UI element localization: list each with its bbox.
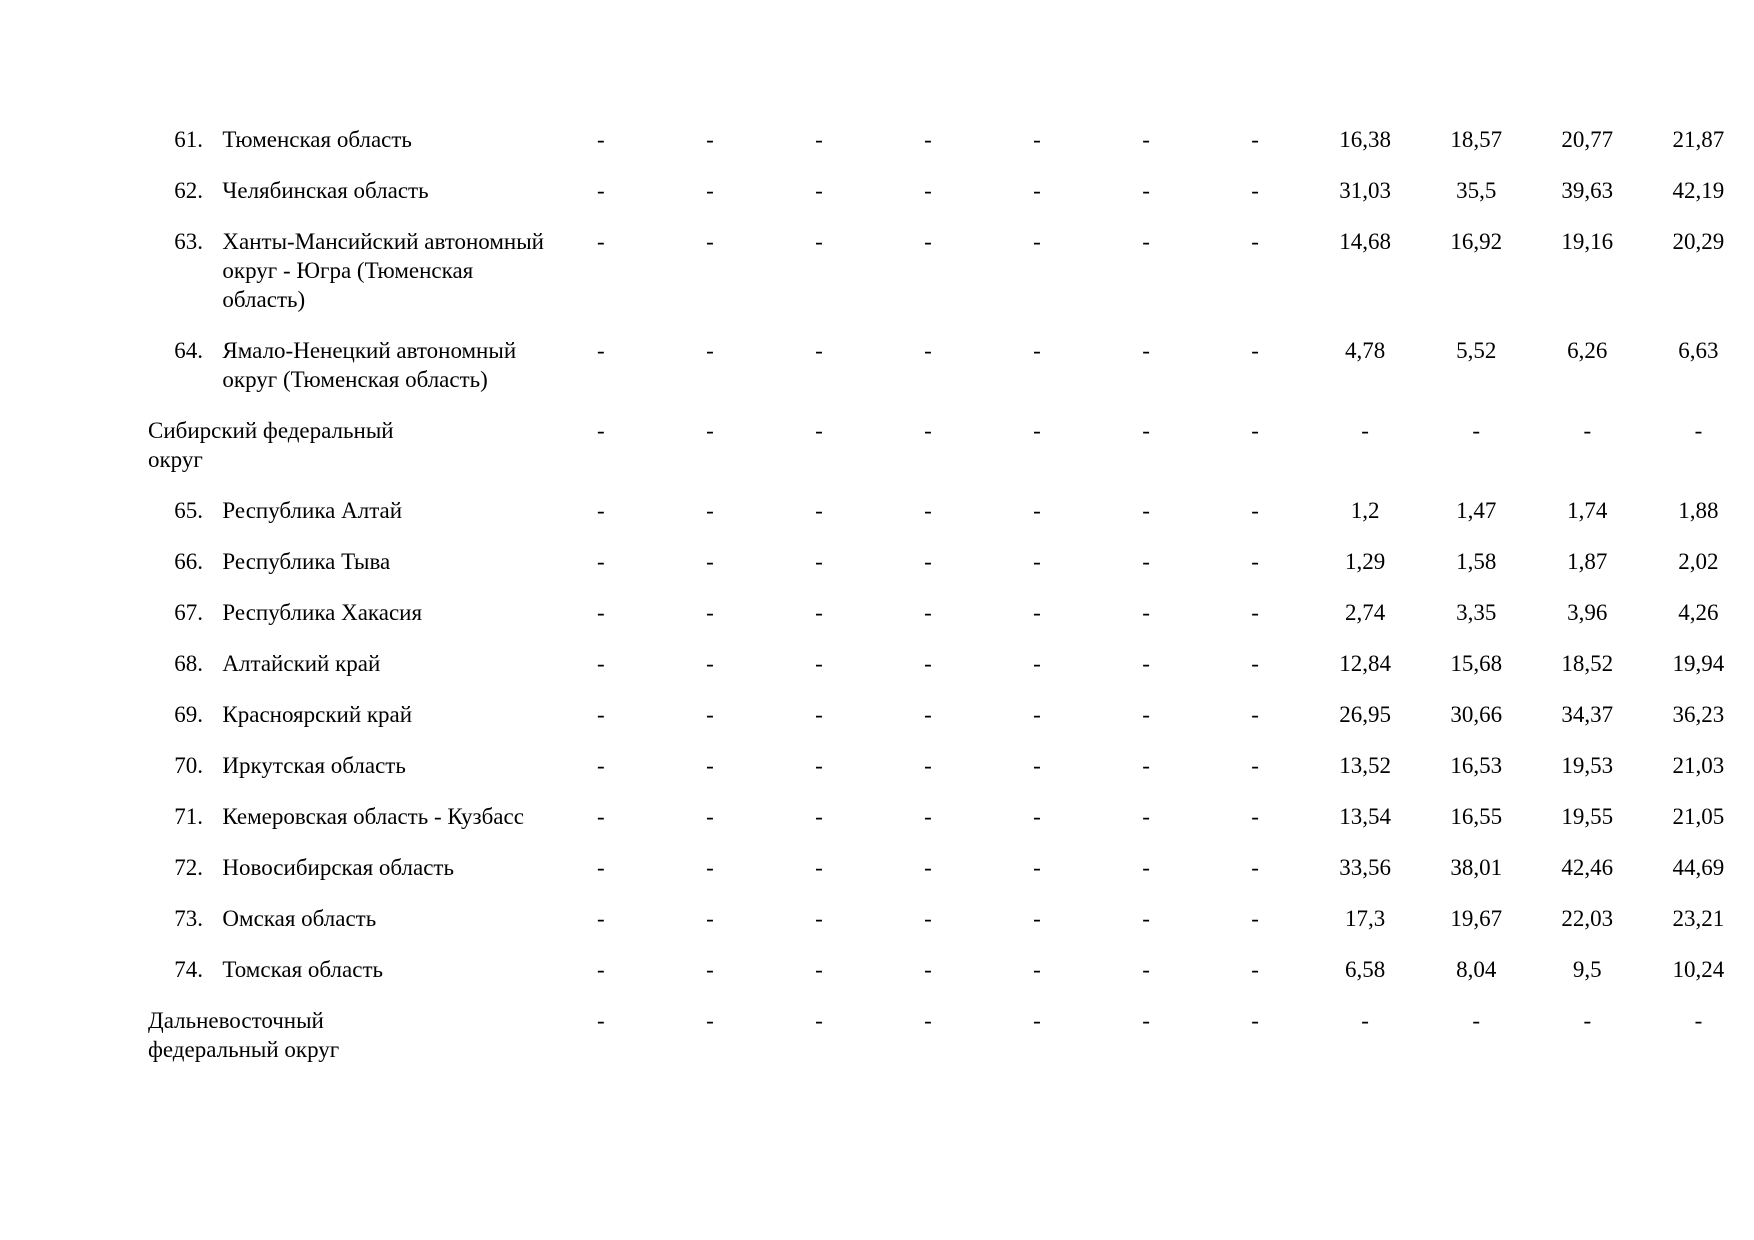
district-name: Сибирский федеральный округ (148, 418, 394, 472)
value-cell: - (1251, 1008, 1259, 1033)
value-cell: - (1251, 178, 1259, 203)
value-cell: - (924, 549, 932, 574)
value-cell: 26,95 (1339, 702, 1391, 727)
region-data-table (148, 125, 1754, 1086)
value-cell: 19,16 (1561, 229, 1614, 254)
value-cell: 20,29 (1672, 229, 1725, 254)
value-cell: 13,54 (1339, 804, 1391, 829)
region-name: Республика Хакасия (222, 600, 423, 625)
value-cell: 30,66 (1450, 702, 1503, 727)
value-cell: - (706, 418, 714, 443)
value-cell: - (1033, 702, 1041, 727)
value-cell: - (1033, 338, 1041, 363)
value-cell: - (706, 127, 714, 152)
value-cell: - (1694, 1008, 1703, 1033)
value-cell: - (1033, 549, 1041, 574)
value-cell: - (706, 855, 714, 880)
value-cell: - (1251, 338, 1259, 363)
district-row (148, 1006, 1754, 1086)
region-name: Республика Тыва (222, 549, 391, 574)
value-cell: - (597, 957, 605, 982)
value-cell: - (706, 549, 714, 574)
value-cell: - (1251, 229, 1259, 254)
value-cell: - (1583, 1008, 1592, 1033)
value-cell: - (924, 229, 932, 254)
value-cell: 35,5 (1456, 178, 1497, 203)
district-row (148, 416, 1754, 496)
table-row (148, 598, 1754, 649)
value-cell: 16,55 (1450, 804, 1503, 829)
value-cell: 1,2 (1350, 498, 1380, 523)
value-cell: 31,03 (1339, 178, 1391, 203)
value-cell: 38,01 (1450, 855, 1503, 880)
value-cell: 6,58 (1344, 957, 1386, 982)
value-cell: - (597, 651, 605, 676)
value-cell: 5,52 (1456, 338, 1497, 363)
value-cell: - (924, 418, 932, 443)
value-cell: - (1142, 804, 1150, 829)
row-number: 74. (174, 957, 203, 982)
value-cell: - (1033, 498, 1041, 523)
row-number: 73. (174, 906, 203, 931)
value-cell: - (597, 498, 605, 523)
value-cell: 19,55 (1561, 804, 1614, 829)
value-cell: 6,63 (1678, 338, 1719, 363)
value-cell: - (815, 600, 823, 625)
row-number: 71. (174, 804, 203, 829)
value-cell: 2,74 (1344, 600, 1386, 625)
value-cell: 18,57 (1450, 127, 1503, 152)
region-name: Тюменская область (222, 127, 412, 152)
value-cell: - (706, 804, 714, 829)
value-cell: - (706, 1008, 714, 1033)
value-cell: - (1033, 957, 1041, 982)
region-name: Алтайский край (222, 651, 381, 676)
value-cell: - (815, 906, 823, 931)
row-number: 69. (174, 702, 203, 727)
value-cell: 23,21 (1672, 906, 1725, 931)
value-cell: 3,96 (1567, 600, 1608, 625)
value-cell: 9,5 (1572, 957, 1602, 982)
value-cell: - (1251, 957, 1259, 982)
value-cell: 8,04 (1456, 957, 1497, 982)
table-body (148, 125, 1754, 1086)
value-cell: - (815, 338, 823, 363)
value-cell: - (1472, 418, 1481, 443)
value-cell: - (1033, 804, 1041, 829)
value-cell: 16,53 (1450, 753, 1503, 778)
value-cell: 18,52 (1561, 651, 1614, 676)
value-cell: 13,52 (1339, 753, 1391, 778)
value-cell: - (815, 651, 823, 676)
value-cell: 10,24 (1672, 957, 1725, 982)
value-cell: - (815, 229, 823, 254)
value-cell: - (924, 906, 932, 931)
value-cell: - (597, 855, 605, 880)
value-cell: - (1142, 178, 1150, 203)
value-cell: 4,26 (1678, 600, 1719, 625)
region-name: Кемеровская область - Кузбасс (222, 804, 524, 829)
region-name: Красноярский край (222, 702, 413, 727)
value-cell: - (706, 651, 714, 676)
value-cell: - (1033, 651, 1041, 676)
value-cell: 39,63 (1561, 178, 1614, 203)
value-cell: - (1142, 549, 1150, 574)
value-cell: - (1361, 1008, 1369, 1033)
region-name: Челябинская область (222, 178, 429, 203)
value-cell: 15,68 (1450, 651, 1503, 676)
value-cell: - (1142, 127, 1150, 152)
value-cell: - (924, 127, 932, 152)
value-cell: - (924, 600, 932, 625)
value-cell: - (597, 1008, 605, 1033)
value-cell: 1,47 (1456, 498, 1497, 523)
row-number: 64. (174, 338, 203, 363)
value-cell: - (1251, 418, 1259, 443)
value-cell: 16,92 (1450, 229, 1503, 254)
value-cell: - (1251, 600, 1259, 625)
table-row (148, 336, 1754, 416)
value-cell: - (1142, 338, 1150, 363)
value-cell: - (924, 1008, 932, 1033)
value-cell: - (815, 855, 823, 880)
value-cell: 1,29 (1344, 549, 1386, 574)
value-cell: - (597, 338, 605, 363)
value-cell: - (1583, 418, 1592, 443)
row-number: 66. (174, 549, 203, 574)
value-cell: - (597, 804, 605, 829)
value-cell: 1,87 (1567, 549, 1608, 574)
value-cell: 17,3 (1344, 906, 1386, 931)
region-name: Томская область (222, 957, 383, 982)
value-cell: - (924, 498, 932, 523)
value-cell: - (924, 804, 932, 829)
table-row (148, 955, 1754, 1006)
value-cell: - (1142, 957, 1150, 982)
value-cell: - (706, 178, 714, 203)
value-cell: - (924, 702, 932, 727)
row-number: 65. (174, 498, 203, 523)
value-cell: - (1251, 127, 1259, 152)
row-number: 72. (174, 855, 203, 880)
value-cell: - (815, 498, 823, 523)
value-cell: - (597, 549, 605, 574)
value-cell: - (1033, 418, 1041, 443)
value-cell: - (815, 549, 823, 574)
value-cell: - (1472, 1008, 1481, 1033)
region-name: Республика Алтай (222, 498, 403, 523)
value-cell: - (1033, 1008, 1041, 1033)
row-number: 63. (174, 229, 203, 254)
value-cell: 21,87 (1672, 127, 1725, 152)
value-cell: 33,56 (1339, 855, 1391, 880)
row-number: 61. (174, 127, 203, 152)
value-cell: - (597, 600, 605, 625)
table-row (148, 853, 1754, 904)
value-cell: 3,35 (1456, 600, 1497, 625)
table-row (148, 904, 1754, 955)
region-name: Иркутская область (222, 753, 406, 778)
row-number: 68. (174, 651, 203, 676)
row-number: 67. (174, 600, 203, 625)
value-cell: 36,23 (1672, 702, 1725, 727)
value-cell: 1,88 (1678, 498, 1719, 523)
value-cell: 2,02 (1678, 549, 1719, 574)
value-cell: - (1142, 702, 1150, 727)
value-cell: 19,94 (1672, 651, 1725, 676)
value-cell: - (706, 906, 714, 931)
value-cell: - (1694, 418, 1703, 443)
table-row (148, 496, 1754, 547)
value-cell: - (1142, 1008, 1150, 1033)
value-cell: 6,26 (1567, 338, 1608, 363)
value-cell: 21,03 (1672, 753, 1725, 778)
table-row (148, 751, 1754, 802)
value-cell: - (815, 702, 823, 727)
value-cell: - (1251, 804, 1259, 829)
value-cell: - (1142, 651, 1150, 676)
value-cell: - (1142, 229, 1150, 254)
value-cell: - (815, 804, 823, 829)
value-cell: - (597, 418, 605, 443)
value-cell: 34,37 (1561, 702, 1614, 727)
value-cell: - (706, 498, 714, 523)
value-cell: - (1251, 906, 1259, 931)
value-cell: - (1033, 600, 1041, 625)
value-cell: - (924, 957, 932, 982)
value-cell: - (706, 600, 714, 625)
district-name: Дальневосточный федеральный округ (148, 1008, 340, 1062)
value-cell: - (1251, 753, 1259, 778)
value-cell: - (597, 906, 605, 931)
value-cell: - (1361, 418, 1369, 443)
value-cell: - (706, 229, 714, 254)
value-cell: - (1033, 906, 1041, 931)
value-cell: - (597, 753, 605, 778)
value-cell: - (1251, 651, 1259, 676)
value-cell: - (1033, 127, 1041, 152)
value-cell: - (706, 338, 714, 363)
value-cell: 42,19 (1672, 178, 1725, 203)
value-cell: - (1142, 418, 1150, 443)
value-cell: - (1142, 753, 1150, 778)
value-cell: - (1033, 178, 1041, 203)
value-cell: - (924, 855, 932, 880)
table-row (148, 125, 1754, 176)
value-cell: 19,67 (1450, 906, 1503, 931)
table-row (148, 649, 1754, 700)
value-cell: - (1251, 702, 1259, 727)
value-cell: - (815, 1008, 823, 1033)
value-cell: 22,03 (1561, 906, 1614, 931)
value-cell: - (815, 127, 823, 152)
value-cell: - (1033, 229, 1041, 254)
value-cell: - (815, 753, 823, 778)
value-cell: - (1251, 498, 1259, 523)
value-cell: - (924, 338, 932, 363)
value-cell: - (706, 753, 714, 778)
value-cell: 12,84 (1339, 651, 1391, 676)
value-cell: - (1142, 906, 1150, 931)
value-cell: - (924, 178, 932, 203)
value-cell: 1,58 (1456, 549, 1497, 574)
table-row (148, 700, 1754, 751)
value-cell: - (597, 178, 605, 203)
value-cell: 14,68 (1339, 229, 1391, 254)
region-name: Ханты-Мансийский автономный округ - Югра (Тюменская область) (222, 229, 544, 312)
value-cell: 20,77 (1561, 127, 1614, 152)
value-cell: 42,46 (1561, 855, 1614, 880)
value-cell: - (924, 753, 932, 778)
value-cell: - (1142, 498, 1150, 523)
value-cell: - (1142, 600, 1150, 625)
value-cell: - (924, 651, 932, 676)
region-name: Новосибирская область (222, 855, 454, 880)
value-cell: 21,05 (1672, 804, 1725, 829)
value-cell: - (1033, 753, 1041, 778)
value-cell: 16,38 (1339, 127, 1391, 152)
table-row (148, 176, 1754, 227)
table-row (148, 547, 1754, 598)
value-cell: - (1251, 549, 1259, 574)
value-cell: 1,74 (1567, 498, 1608, 523)
value-cell: 44,69 (1672, 855, 1725, 880)
value-cell: - (1033, 855, 1041, 880)
table-row (148, 227, 1754, 336)
value-cell: - (597, 702, 605, 727)
table-row (148, 802, 1754, 853)
value-cell: 4,78 (1344, 338, 1386, 363)
value-cell: - (597, 127, 605, 152)
row-number: 70. (174, 753, 203, 778)
value-cell: - (597, 229, 605, 254)
value-cell: 19,53 (1561, 753, 1614, 778)
value-cell: - (815, 178, 823, 203)
value-cell: - (706, 957, 714, 982)
region-name: Омская область (222, 906, 377, 931)
value-cell: - (1142, 855, 1150, 880)
value-cell: - (1251, 855, 1259, 880)
value-cell: - (706, 702, 714, 727)
value-cell: - (815, 957, 823, 982)
value-cell: - (815, 418, 823, 443)
region-name: Ямало-Ненецкий автономный округ (Тюменская область) (222, 338, 517, 392)
row-number: 62. (174, 178, 203, 203)
